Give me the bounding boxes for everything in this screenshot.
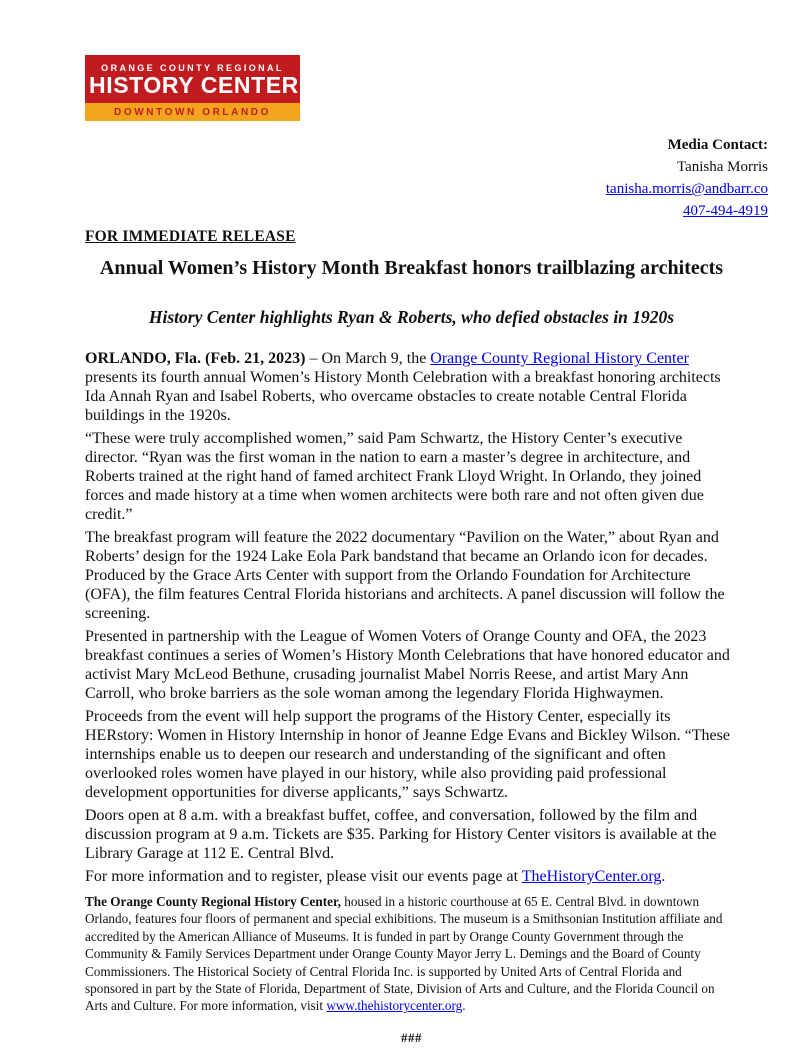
media-contact-label: Media Contact: (667, 137, 768, 153)
body-paragraph-7 (85, 867, 738, 886)
boilerplate-paragraph (85, 893, 738, 1015)
body-paragraph-1 (85, 349, 738, 425)
headline: Annual Women’s History Month Breakfast honors trailblazing architects (99, 257, 724, 279)
body-paragraph-2: “These were truly accomplished women,” said Pam Schwartz, the History Center’s executive director. “Ryan was the first woman in the nation to earn a master’s degree in architecture, and Roberts trained at the right hand of famed architect Frank Lloyd Wright. In Orlando, they joined forces and made history at a time when women architects were both rare and not often given due credit.” (85, 430, 704, 523)
logo-location-bar: DOWNTOWN ORLANDO (85, 103, 300, 121)
history-center-link[interactable]: Orange County Regional History Center (430, 350, 689, 367)
media-contact-block (606, 134, 768, 222)
paragraph-text: – On March 9, the (305, 350, 431, 367)
media-contact-phone-link[interactable]: 407-494-4919 (683, 203, 768, 219)
boilerplate-lead: The Orange County Regional History Center, (85, 894, 341, 909)
body-paragraph-3: The breakfast program will feature the 2022 documentary “Pavilion on the Water,” about Ryan and Roberts’ design for the 1924 Lake Eola Park bandstand that became an Orlando icon for decades. Produced by the Grace Arts Center with support from the Orlando Foundation for Architecture (OFA), the film features Central Florida historians and architects. A panel discussion will follow the screening. (85, 529, 725, 622)
logo-red-block (85, 55, 300, 103)
media-contact-email-link[interactable]: tanisha.morris@andbarr.co (605, 181, 768, 197)
paragraph-text: . (661, 868, 666, 885)
paragraph-text: presents its fourth annual Women’s History Month Celebration with a breakfast honoring architects Ida Annah Ryan and Isabel Roberts, who overcame obstacles to create notable Central Florida buildings in the 1920s. (85, 369, 721, 424)
dateline: ORLANDO, Fla. (Feb. 21, 2023) (85, 350, 306, 367)
website-link[interactable]: www.thehistorycenter.org (326, 998, 463, 1014)
history-center-logo (85, 55, 300, 121)
release-line: FOR IMMEDIATE RELEASE (85, 228, 296, 245)
subheadline: History Center highlights Ryan & Roberts, who defied obstacles in 1920s (148, 307, 675, 327)
body-paragraph-6: Doors open at 8 a.m. with a breakfast buffet, coffee, and conversation, followed by the film and discussion program at 9 a.m. Tickets are $35. Parking for History Center visitors is available at the Library Garage at 112 E. Central Blvd. (85, 807, 717, 862)
media-contact-name: Tanisha Morris (676, 159, 768, 175)
paragraph-text: housed in a historic courthouse at 65 E. Central Blvd. in downtown Orlando, features four floors of permanent and special exhibitions. The museum is a Smithsonian Institution affiliate and accredited by the American Alliance of Museums. It is funded in part by Orange County Government through the Community & Family Services Department under Orange County Mayor Jerry L. Demings and the Board of County Commissioners. The Historical Society of Central Florida Inc. is supported by United Arts of Central Florida and sponsored in part by the State of Florida, Department of State, Division of Arts and Culture, and the Florida Council on Arts and Culture. For more information, visit (85, 894, 723, 1014)
events-page-link[interactable]: TheHistoryCenter.org (521, 868, 662, 885)
body-paragraph-5: Proceeds from the event will help support the programs of the History Center, especially its HERstory: Women in History Internship in honor of Jeanne Edge Evans and Bickley Wilson. “These internships enable us to deepen our research and understanding of the significant and often overlooked roles women have played in our history, while also providing paid professional development opportunities for diverse applicants,” says Schwartz. (85, 708, 730, 801)
paragraph-text: . (462, 998, 466, 1014)
body-copy (85, 349, 738, 1051)
body-paragraph-4: Presented in partnership with the League of Women Voters of Orange County and OFA, the 2023 breakfast continues a series of Women’s History Month Celebrations that have honored educator and activist Mary McLeod Bethune, crusading journalist Mabel Norris Reese, and artist Mary Ann Carroll, who broke barriers as the sole woman among the legendary Florida Highwaymen. (85, 628, 730, 702)
paragraph-text: For more information and to register, please visit our events page at (85, 868, 522, 885)
logo-tagline: ORANGE COUNTY REGIONAL (101, 63, 284, 73)
logo-title: HISTORY CENTER (89, 72, 299, 98)
end-mark: ### (401, 1029, 422, 1045)
